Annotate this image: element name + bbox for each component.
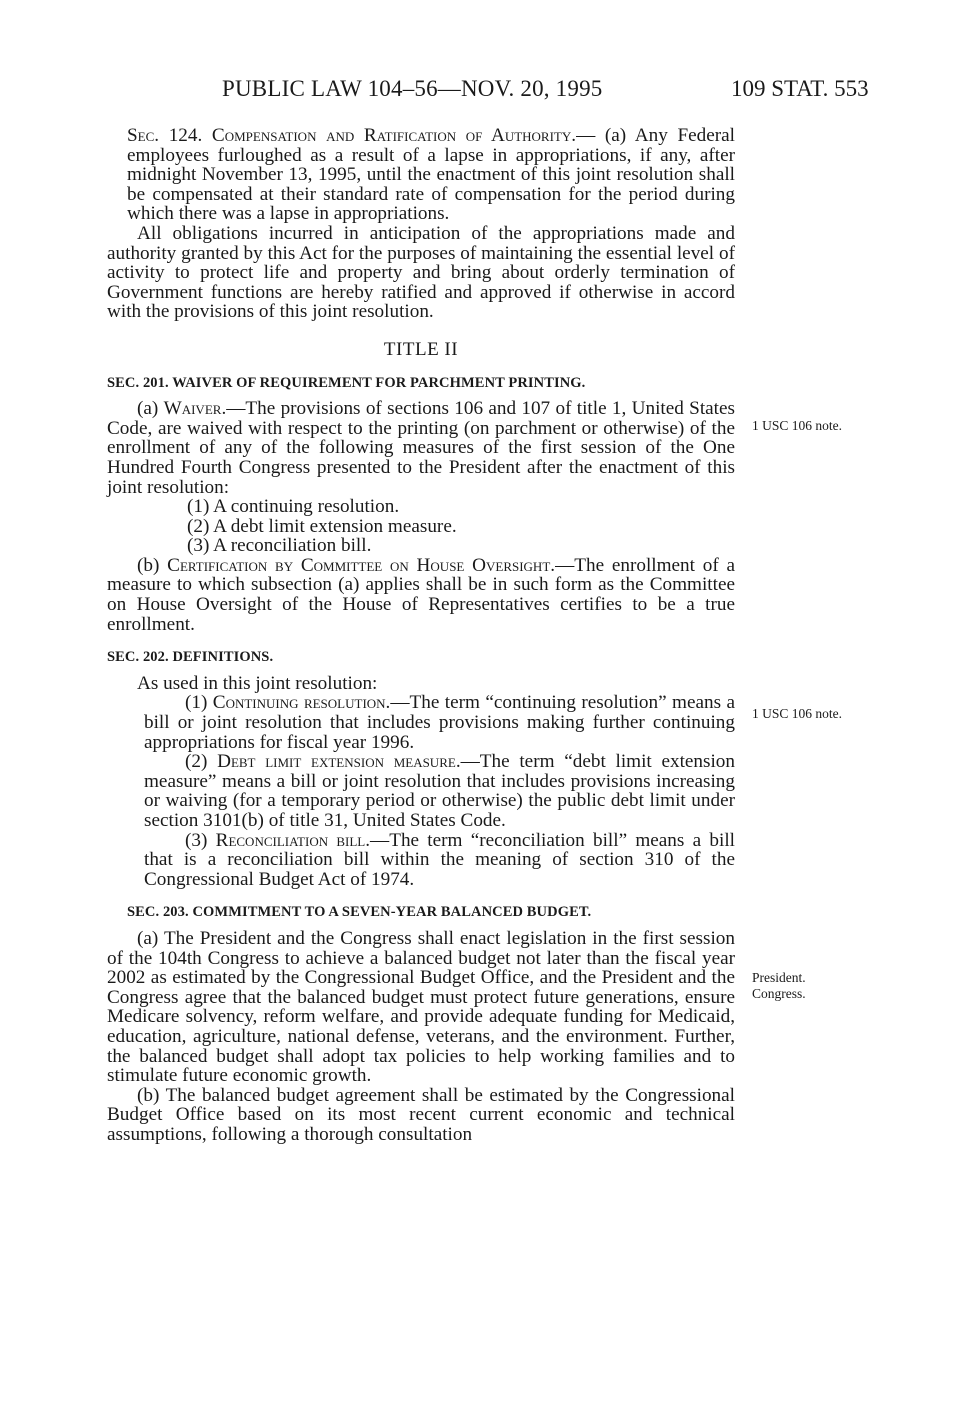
sec124-para-a: (a) Any Federal employees furloughed as a result of a lapse in appropriations, if any, after midnight November 13, 1995, until the enactment of this joint resolution shall be compensated at their standard rate of compensation for the period during which there was a lapse in appropriations. — [127, 125, 735, 225]
sec201-item-1: (1) A continuing resolution. — [187, 496, 400, 518]
sec202-def-1-term: Continuing resolution — [212, 692, 386, 714]
body-column — [107, 126, 735, 1145]
sec203-margin-note — [752, 970, 806, 1002]
sec202-heading: SEC. 202. DEFINITIONS. — [107, 649, 274, 666]
sec201-para-a — [107, 399, 735, 497]
sec201-a-text: .—The provisions of sections 106 and 107 of title 1, United States Code, are waived with respect to the printing (on parchment or otherwise) of the enrollment of any of the following measures of the first session of the One Hundred Fourth Congress presented to the President after the enactment of this joint resolution: — [107, 398, 735, 498]
sec201-para-b — [107, 556, 735, 634]
sec203-para-b: (b) The balanced budget agreement shall be estimated by the Congressional Budget Office based on its most recent current economic and technical assumptions, following a thorough consultation — [107, 1084, 735, 1145]
sec202-def-1-label: (1) — [185, 692, 213, 714]
sec202-intro: As used in this joint resolution: — [137, 672, 378, 694]
sec202-margin-note: 1 USC 106 note. — [752, 706, 843, 721]
sec124-heading-line — [107, 126, 735, 224]
sec201-b-label: (b) — [137, 554, 168, 576]
sec202-def-2-label: (2) — [185, 751, 218, 773]
sec124-heading: Sec. 124. Compensation and Ratification of Authority. — [127, 125, 577, 146]
sec202-def-1 — [107, 693, 735, 752]
sec201-b-term: Certification by Committee on House Oversight — [167, 554, 551, 576]
running-header-stat-page: 109 STAT. 553 — [731, 76, 869, 101]
sec201-a-label: (a) — [137, 398, 164, 420]
sec202-def-3 — [107, 831, 735, 890]
sec202-def-2-text: .—The term “debt limit extension measure” means a bill or joint resolution that includes provisions increasing or waiving (for a temporary period or otherwise) the public debt limit under section 3101(b) of title 31, United States Code. — [144, 751, 735, 831]
sec201-b-text: .—The enrollment of a measure to which subsection (a) applies shall be in such form as the Committee on House Oversight of the House of Representatives certifies to be a true enrollment. — [107, 554, 735, 635]
sec124-heading-dash: — — [576, 125, 596, 146]
sec202-def-3-label: (3) — [185, 829, 216, 851]
title-ii-heading: TITLE II — [383, 338, 459, 360]
sec124-para-b: All obligations incurred in anticipation of the appropriations made and authority granted by this Act for the purposes of maintaining the essential level of activity to protect life and property and bring about orderly termination of Government functions are hereby ratified and approved if otherwise in accord with the provisions of this joint resolution. — [107, 222, 735, 323]
sec202-def-3-text: .—The term “reconciliation bill” means a bill that is a reconciliation bill within the meaning of section 310 of the Congressional Budget Act of 1974. — [144, 829, 735, 890]
sec203-margin-note-president: President. — [752, 970, 806, 985]
sec201-margin-note: 1 USC 106 note. — [752, 418, 843, 433]
sec201-item-2: (2) A debt limit extension measure. — [187, 515, 457, 537]
sec201-heading: SEC. 201. WAIVER OF REQUIREMENT FOR PARCHMENT PRINTING. — [107, 374, 586, 391]
sec203-heading: SEC. 203. COMMITMENT TO A SEVEN-YEAR BALANCED BUDGET. — [127, 904, 592, 921]
sec202-def-2-term: Debt limit extension measure — [217, 751, 456, 773]
sec203-margin-note-congress: Congress. — [752, 986, 806, 1001]
sec201-a-term: Waiver — [163, 398, 222, 420]
sec202-def-1-text: .—The term “continuing resolution” means a bill or joint resolution that includes provisions making further continuing appropriations for fiscal year 1996. — [144, 692, 735, 753]
sec201-item-3: (3) A reconciliation bill. — [187, 535, 372, 557]
sec202-def-3-term: Reconciliation bill — [215, 829, 366, 851]
running-header-title: PUBLIC LAW 104–56—NOV. 20, 1995 — [222, 76, 603, 101]
sec202-def-2 — [107, 752, 735, 830]
sec203-para-a: (a) The President and the Congress shall enact legislation in the first session of the 104th Congress to achieve a balanced budget not later than the fiscal year 2002 as estimated by the Congressional Budget Office, and the President and the Congress agree that the balanced budget must protect future generations, ensure Medicare solvency, reform welfare, and provide adequate funding for Medicaid, education, agriculture, national defense, veterans, and the environment. Further, the balanced budget shall adopt tax policies to help working families and to stimulate future economic growth. — [107, 927, 735, 1087]
